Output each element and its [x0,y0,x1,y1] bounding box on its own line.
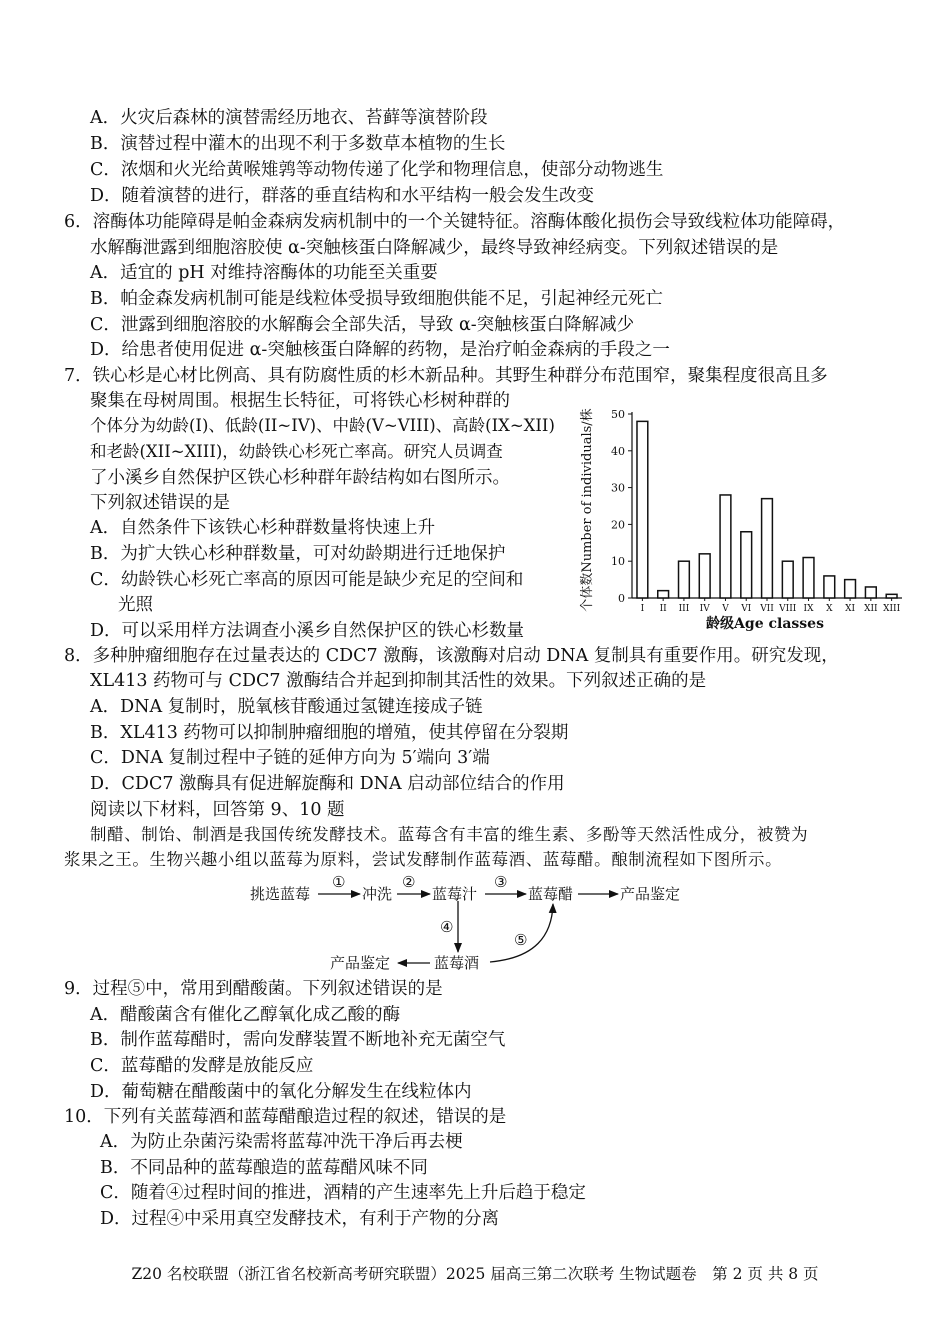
q7-option-c: C．幼龄铁心杉死亡率高的原因可能是缺少充足的空间和 [90,570,524,590]
q10-option-a: A．为防止杂菌污染需将蓝莓冲洗干净后再去梗 [100,1132,463,1152]
q6-option-a: A．适宜的 pH 对维持溶酶体的功能至关重要 [90,263,438,283]
q7-option-b: B．为扩大铁心杉种群数量，可对幼龄期进行迁地保护 [90,544,506,564]
q8-stem-line-1: 8．多种肿瘤细胞存在过量表达的 CDC7 激酶，该激酶对启动 DNA 复制具有重要作用。研究发现， [64,646,839,666]
q10-option-b: B．不同品种的蓝莓酿造的蓝莓醋风味不同 [100,1158,428,1178]
q10-option-c: C．随着④过程时间的推进，酒精的产生速率先上升后趋于稳定 [100,1183,586,1203]
q8-option-a: A．DNA 复制时，脱氧核苷酸通过氢键连接成子链 [90,697,483,717]
q10-option-d: D．过程④中采用真空发酵技术，有利于产物的分离 [100,1209,500,1229]
chart-bar [762,499,773,598]
q7-option-d: D．可以采用样方法调查小溪乡自然保护区的铁心杉数量 [90,621,525,641]
chart-x-tick-label: IV [699,604,710,614]
q5-option-b: B．演替过程中灌木的出现不利于多数草本植物的生长 [90,134,506,154]
flow-step-5: ⑤ [514,931,528,949]
q7-option-c-cont: 光照 [118,595,153,615]
chart-bar [782,561,793,598]
chart-y-tick-label: 50 [611,408,625,421]
q6-option-d: D．给患者使用促进 α-突触核蛋白降解的药物，是治疗帕金森病的手段之一 [90,340,670,360]
chart-bar [824,576,835,598]
flow-blueberry-wine: 蓝莓酒 [434,954,480,972]
chart-bar [741,532,752,598]
chart-x-tick-label: IX [803,604,814,614]
chart-bar [637,421,648,598]
flow-step-2: ② [402,873,416,891]
q9-option-c: C．蓝莓醋的发酵是放能反应 [90,1056,314,1076]
chart-y-label: 个体数Number of individuals/株 [580,408,595,612]
flow-step-1: ① [332,873,346,891]
chart-bar [845,580,856,598]
q6-option-c: C．泄露到细胞溶胶的水解酶会全部失活，导致 α-突触核蛋白降解减少 [90,315,635,335]
q9-option-a: A．醋酸菌含有催化乙醇氧化成乙酸的酶 [90,1005,401,1025]
chart-x-label: 龄级Age classes [706,616,824,632]
flow-step-4: ④ [440,918,454,936]
q7-stem-line-2: 聚集在母树周围。根据生长特征，可将铁心杉树种群的 [90,391,510,411]
chart-x-tick-label: VI [741,604,752,614]
q9-option-d: D．葡萄糖在醋酸菌中的氧化分解发生在线粒体内 [90,1082,472,1102]
chart-x-tick-label: XII [864,604,878,614]
chart-bar [699,554,710,598]
fermentation-flow-diagram [240,868,710,976]
chart-y-tick-label: 20 [611,518,625,532]
q5-option-a: A．火灾后森林的演替需经历地衣、苔藓等演替阶段 [90,108,488,128]
q8-option-b: B．XL413 药物可以抑制肿瘤细胞的增殖，使其停留在分裂期 [90,723,569,743]
chart-x-tick-label: XI [845,604,856,614]
chart-x-tick-label: I [640,604,645,614]
q5-option-c: C．浓烟和火光给黄喉雉鹑等动物传递了化学和物理信息，使部分动物逃生 [90,160,664,180]
q6-stem-line-2: 水解酶泄露到细胞溶胶使 α-突触核蛋白降解减少，最终导致神经病变。下列叙述错误的是 [90,238,779,258]
chart-x-tick-label: VIII [779,604,797,614]
q8-option-c: C．DNA 复制过程中子链的延伸方向为 5′端向 3′端 [90,748,490,768]
chart-x-tick-label: III [678,604,690,614]
chart-x-tick-label: II [659,604,667,614]
q7-stem-line-4: 和老龄(XII~XIII)，幼龄铁心杉死亡率高。研究人员调查 [90,442,503,461]
q8-option-d: D．CDC7 激酶具有促进解旋酶和 DNA 启动部位结合的作用 [90,774,565,794]
chart-y-tick-label: 0 [618,592,625,605]
q8-stem-line-2: XL413 药物可与 CDC7 激酶结合并起到抑制其活性的效果。下列叙述正确的是 [90,671,707,691]
material-intro: 阅读以下材料，回答第 9、10 题 [90,800,345,820]
flow-product-identify-2: 产品鉴定 [330,954,391,972]
age-structure-bar-chart [572,398,912,638]
q9-option-b: B．制作蓝莓醋时，需向发酵装置不断地补充无菌空气 [90,1030,506,1050]
chart-y-tick-label: 40 [611,444,625,458]
material-text-line-2: 浆果之王。生物兴趣小组以蓝莓为原料，尝试发酵制作蓝莓酒、蓝莓醋。酿制流程如下图所示。 [64,850,783,869]
q10-stem: 10．下列有关蓝莓酒和蓝莓醋酿造过程的叙述，错误的是 [64,1107,507,1127]
chart-y-tick-label: 30 [611,481,625,495]
chart-bar [658,591,669,598]
q7-stem-line-6: 下列叙述错误的是 [90,493,230,513]
q7-stem-line-3: 个体分为幼龄(I)、低龄(II~IV)、中龄(V~VIII)、高龄(IX~XII) [90,416,555,435]
q6-option-b: B．帕金森发病机制可能是线粒体受损导致细胞供能不足，引起神经元死亡 [90,289,663,309]
page-footer: Z20 名校联盟（浙江省名校新高考研究联盟）2025 届高三第二次联考 生物试题卷 第 2 页 共 8 页 [131,1265,819,1283]
chart-bar [803,558,814,598]
q7-stem-line-1: 7．铁心杉是心材比例高、具有防腐性质的杉木新品种。其野生种群分布范围窄，聚集程度很高且多 [64,366,828,386]
chart-y-tick-label: 10 [611,555,625,569]
flow-blueberry-juice: 蓝莓汁 [432,885,478,903]
flow-step-3: ③ [494,873,508,891]
flow-select-blueberry: 挑选蓝莓 [250,885,311,903]
q7-stem-line-5: 了小溪乡自然保护区铁心杉种群年龄结构如右图所示。 [90,468,510,488]
flow-blueberry-vinegar: 蓝莓醋 [528,885,574,903]
chart-bar [720,495,731,598]
q9-stem: 9．过程⑤中，常用到醋酸菌。下列叙述错误的是 [64,979,443,999]
chart-x-tick-label: XIII [883,604,901,614]
chart-x-tick-label: V [722,604,729,614]
chart-bar [886,594,897,598]
chart-bar [679,561,690,598]
flow-wash: 冲洗 [362,885,393,903]
q5-option-d: D．随着演替的进行，群落的垂直结构和水平结构一般会发生改变 [90,186,595,206]
q6-stem-line-1: 6．溶酶体功能障碍是帕金森病发病机制中的一个关键特征。溶酶体酸化损伤会导致线粒体功能障碍， [64,212,846,232]
material-text-line-1: 制醋、制饴、制酒是我国传统发酵技术。蓝莓含有丰富的维生素、多酚等天然活性成分，被赞为 [90,825,809,844]
q7-option-a: A．自然条件下该铁心杉种群数量将快速上升 [90,518,436,538]
chart-x-tick-label: VII [760,604,774,614]
flow-product-identify-1: 产品鉴定 [620,885,681,903]
chart-bar [865,587,876,598]
chart-x-tick-label: X [826,604,833,614]
